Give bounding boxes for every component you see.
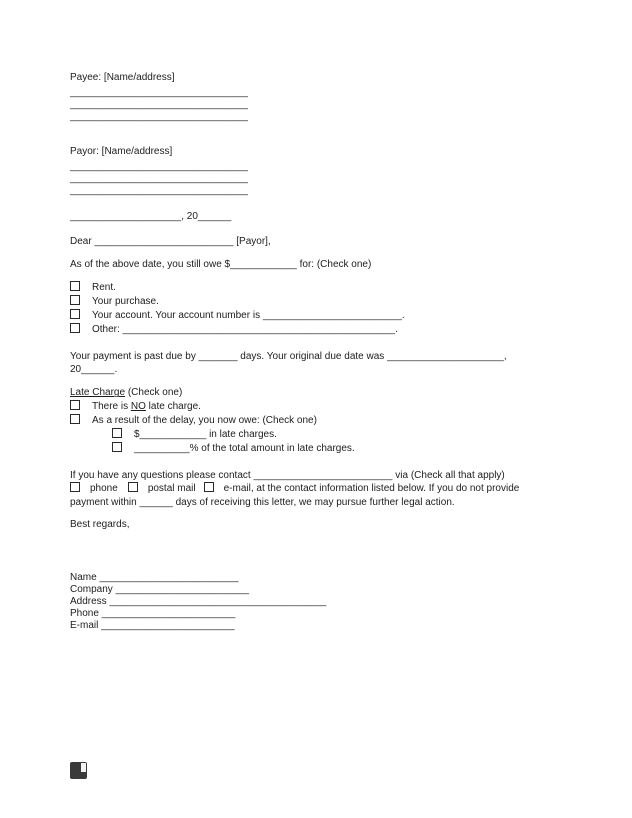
payee-blank-line: ________________________________ [70,111,248,123]
signature-company-line: Company ________________________ [70,583,250,595]
date-line: ____________________, 20______ [70,210,232,222]
signature-address-line: Address _______________________________________ [70,595,327,607]
account-checkbox[interactable] [70,309,80,319]
payor-blank-line: ________________________________ [70,185,248,197]
payee-blank-lines [70,87,572,124]
delay-owe-label: As a result of the delay, you now owe: (Check one) [92,415,317,427]
logo-notch [78,763,86,772]
late-charge-heading-underlined: Late Charge [70,387,126,399]
owe-option-label: Your purchase. [92,296,159,308]
contact-line3: payment within ______ days of receiving this letter, we may pursue further legal action. [70,497,455,509]
contact-method-phone: phone [90,483,118,495]
percent-late-charge-label: __________% of the total amount in late charges. [134,442,355,454]
past-due-paragraph [70,351,572,376]
flat-late-charge-checkbox[interactable] [112,428,122,438]
payor-blank-lines [70,161,572,198]
rent-checkbox[interactable] [70,281,80,291]
percent-late-charge-option [112,442,572,456]
owe-option-label: Your account. Your account number is _________________________. [92,309,405,321]
no-late-charge-checkbox[interactable] [70,400,80,410]
owe-option-label: Rent. [92,282,116,294]
flat-late-charge-label: $____________ in late charges. [134,428,277,440]
no-late-charge-option [70,400,572,414]
owe-options-list [70,281,572,336]
late-charge-heading-rest: (Check one) [125,387,183,399]
no-late-charge-text-underlined: NO [130,401,146,413]
owe-option-account [70,309,572,323]
payee-blank-line: ________________________________ [70,86,248,98]
phone-checkbox[interactable] [70,482,80,492]
payor-label: Payor: [Name/address] [70,146,173,158]
contact-method-email-and-rest: e-mail, at the contact information listed below. If you do not provide [223,483,520,495]
no-late-charge-text-pre: There is [92,401,131,413]
letter-body [70,72,572,632]
past-due-line1: Your payment is past due by _______ days. Your original due date was _____________________, [70,351,507,363]
salutation-line: Dear _________________________ [Payor], [70,236,271,248]
closing-line: Best regards, [70,519,130,531]
owe-option-rent [70,281,572,295]
payee-blank-line: ________________________________ [70,98,248,110]
delay-owe-checkbox[interactable] [70,414,80,424]
email-checkbox[interactable] [204,482,214,492]
signature-phone-line: Phone ________________________ [70,607,236,619]
owe-option-other [70,323,572,337]
signature-name-line: Name _________________________ [70,571,239,583]
past-due-line2: 20______. [70,363,118,375]
payee-label: Payee: [Name/address] [70,72,175,83]
signature-block [70,572,572,632]
contact-methods-line [70,482,572,496]
owe-option-purchase [70,295,572,309]
payor-section [70,146,572,197]
percent-late-charge-checkbox[interactable] [112,442,122,452]
other-checkbox[interactable] [70,323,80,333]
contact-line1: If you have any questions please contact _________________________ via (Check all that apply) [70,470,505,482]
contact-method-postal: postal mail [147,483,196,495]
purchase-checkbox[interactable] [70,295,80,305]
payor-blank-line: ________________________________ [70,160,248,172]
late-charge-section [70,387,572,455]
legal-templates-logo-icon [70,762,87,779]
payor-blank-line: ________________________________ [70,173,248,185]
signature-email-line: E-mail ________________________ [70,619,235,631]
owe-option-label: Other: _________________________________________________. [92,323,398,335]
flat-late-charge-option [112,428,572,442]
no-late-charge-text-post: late charge. [145,401,201,413]
delay-owe-option [70,414,572,428]
payee-section [70,72,572,123]
amount-owed-line: As of the above date, you still owe $____________ for: (Check one) [70,258,372,270]
logo-bar [78,763,81,772]
postal-mail-checkbox[interactable] [128,482,138,492]
late-charge-heading [70,387,572,400]
contact-paragraph [70,469,572,509]
